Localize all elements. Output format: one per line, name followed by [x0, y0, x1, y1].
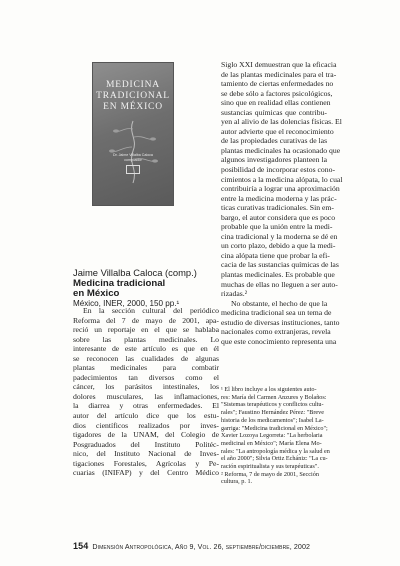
text-line: tigaciones Forestales, Agrícolas y Pe- [73, 458, 219, 468]
text-line: de las plantas medicinales para el tra- [221, 69, 337, 79]
text-line: cina tradicional y la moderna se dé en [221, 231, 338, 241]
footnote-line: historia de los medicamentos"; Isabel La- [221, 416, 324, 424]
text-line: rizadas.² [221, 289, 247, 299]
text-line: yen al alivio de las dolencias físicas. El [221, 117, 342, 127]
text-line: muchas de ellas no lleguen a ser auto- [221, 279, 338, 289]
book-title-line-1: Medicina tradicional [73, 277, 166, 289]
text-line: estudio de diversas instituciones, tanto [221, 317, 340, 327]
footnote-line: res: María del Carmen Anzures y Bolaños: [221, 393, 327, 401]
footnote-line: el año 2000"; Silvia Ortiz Echániz: "La cu- [221, 455, 328, 463]
text-line: plantas medicinales. Es probable que [221, 270, 335, 280]
text-line: cáncer, los parásitos intestinales, los [73, 382, 219, 392]
text-line: padecimientos tan diversos como el [73, 372, 219, 382]
text-line: se debe sólo a factores psicológicos, [221, 88, 333, 98]
text-line: cimientos a la medicina alópata, lo cual [221, 174, 343, 184]
text-line: la diarrea y otras enfermedades. El [73, 401, 219, 411]
text-line: plantas medicinales ha ocasionado que [221, 145, 341, 155]
text-line: autor del artículo dice que los estu- [73, 411, 219, 421]
text-line: No obstante, el hecho de que la [231, 298, 328, 308]
text-line: nico, del Instituto Nacional de Inves- [73, 449, 219, 459]
cover-title-line-2: TRADICIONAL [96, 91, 170, 101]
book-reference [73, 268, 223, 309]
text-line: cuarias (INIFAP) y del Centro Médico [73, 468, 219, 478]
text-line: de las propiedades curativas de las [221, 136, 328, 146]
cover-title-line-3: EN MÉXICO [103, 102, 163, 112]
text-line: interesante de este artículo es que en él [73, 344, 219, 354]
text-line: tamiento de ciertas enfermedades no [221, 79, 334, 89]
text-line: dolores musculares, las inflamaciones, [73, 391, 219, 401]
text-line: un corto plazo, debido a que la medi- [221, 241, 336, 251]
footnote-line: cultura, p. 1. [221, 478, 253, 486]
text-line: reció un reportaje en el que se hablaba [73, 325, 219, 335]
journal-citation: Dimensión Antropológica, Año 9, Vol. 26, septiembre/diciembre, 2002 [92, 543, 311, 551]
text-line: bargo, el autor considera que es poco [221, 212, 336, 222]
footnote-line: Xavier Lozoya Legorreta: "La herbolaria [221, 432, 323, 440]
text-line: Siglo XXI demuestran que la eficacia [221, 60, 337, 69]
book-editor: Jaime Villalba Caloca (comp.) [73, 267, 197, 278]
footnote-line: ¹ El libro incluye a los siguientes auto- [221, 386, 317, 393]
text-line: sino que en realidad ellas contienen [221, 98, 331, 108]
right-text-column [221, 60, 343, 346]
footnote-line: medicinal en México"; María Elena Mo- [221, 439, 322, 447]
text-line: probable que la unión entre la medi- [221, 222, 333, 232]
text-line: sustancias químicas que contribu- [221, 107, 327, 117]
text-line: tigadores de la UNAM, del Colegio de [73, 430, 219, 440]
footnote-line: garriga: "Medicina tradicional en México"; [221, 424, 328, 432]
text-line: ticas curativas tradicionales. Sin em- [221, 203, 334, 213]
text-line: dios científicos realizados por inves- [73, 420, 219, 430]
text-line: Reforma del 7 de mayo de 2001, apa- [73, 315, 219, 325]
text-line: posibilidad de incorporar estos cono- [221, 165, 336, 175]
footnote-line: ² Reforma, 7 de mayo de 2001, Sección [221, 470, 319, 478]
text-line: se reconocen las cualidades de algunas [73, 353, 219, 363]
text-line: algunos investigadores planteen la [221, 155, 327, 165]
footnote-line: rales"; Faustino Hernández Pérez: "Breve [221, 409, 324, 417]
footnote-line: ración espiritualista y sus terapéuticas". [221, 463, 319, 471]
text-line: nacionales como extranjeras, revela [221, 327, 331, 337]
text-line: Posgraduados del Instituto Politéc- [73, 439, 219, 449]
text-line: plantas medicinales para combatir [73, 363, 219, 373]
cover-credit: Dr. Jaime Villalba Caloca compilador [113, 153, 153, 162]
page-footer [73, 541, 310, 551]
footnotes [221, 386, 330, 486]
left-text-column [73, 306, 219, 478]
page-number: 154 [73, 541, 89, 551]
publisher-logo-icon [126, 165, 140, 174]
text-line: sobre las plantas medicinales. Lo [73, 334, 219, 344]
book-cover-image [92, 62, 174, 206]
text-line: medicina tradicional sea un tema de [221, 308, 332, 318]
footnote-line: rales: "La antropología médica y la salud en [221, 447, 330, 455]
cover-title-line-1: MEDICINA [106, 80, 160, 90]
text-line: entre la medicina moderna y las prác- [221, 193, 337, 203]
text-line: cacia de las sustancias químicas de las [221, 260, 339, 270]
footnote-line: "Sistemas terapéuticos y conflictos cultu- [221, 401, 324, 409]
text-line: cina alópata tiene que probar la efi- [221, 250, 330, 260]
text-line: autor advierte que el reconocimiento [221, 126, 334, 136]
text-line: que este conocimiento representa una [221, 336, 337, 346]
text-line: contribuiría a lograr una aproximación [221, 184, 340, 194]
book-publication-info: México, INER, 2000, 150 pp.¹ [73, 298, 180, 308]
book-title-line-2: en México [73, 287, 120, 299]
cover-vine-illustration [98, 117, 168, 187]
text-line: En la sección cultural del periódico [83, 306, 219, 315]
